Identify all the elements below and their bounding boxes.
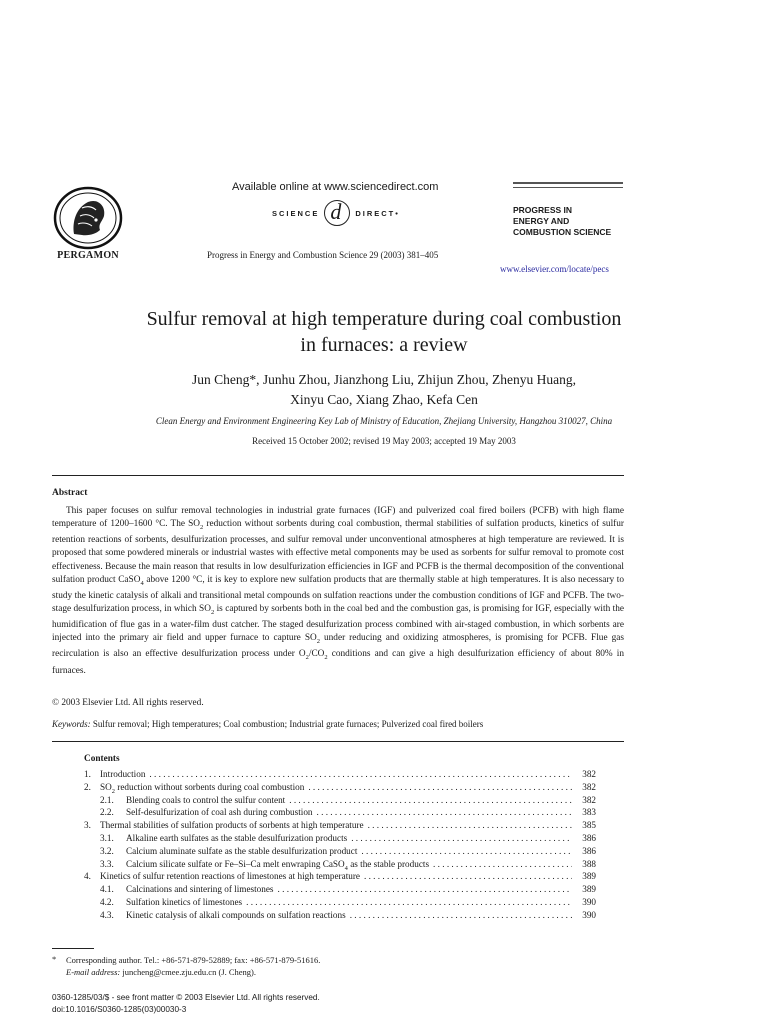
abstract-copyright: © 2003 Elsevier Ltd. All rights reserved. — [52, 698, 204, 708]
journal-title-line: ENERGY AND — [513, 216, 570, 226]
keywords-label: Keywords: — [52, 719, 91, 729]
email-label: E-mail address: — [66, 967, 121, 977]
journal-url-link[interactable]: www.elsevier.com/locate/pecs — [500, 264, 609, 274]
authors-line: Xinyu Cao, Xiang Zhao, Kefa Cen — [290, 392, 478, 407]
publisher-name: PERGAMON — [57, 250, 119, 261]
sciencedirect-logo — [272, 200, 400, 226]
toc-entry[interactable]: 3. Thermal stabilities of sulfation products of sorbents at high temperature . . . 385 — [84, 819, 596, 832]
table-of-contents — [84, 768, 596, 922]
article-title — [0, 306, 768, 358]
footnote — [52, 954, 321, 978]
affiliation: Clean Energy and Environment Engineering Key Lab of Ministry of Education, Zhejiang University, Hangzhou 310027, China — [155, 416, 613, 426]
article-title-line: in furnaces: a review — [300, 334, 468, 356]
journal-title-rules — [513, 182, 623, 191]
keywords-list: Sulfur removal; High temperatures; Coal combustion; Industrial grate furnaces; Pulverized coal fired boilers — [90, 719, 484, 729]
issn-line: 0360-1285/03/$ - see front matter © 2003 Elsevier Ltd. All rights reserved. — [52, 993, 320, 1002]
abstract-heading: Abstract — [52, 488, 88, 498]
toc-entry[interactable]: 3.2. Calcium aluminate sulfate as the stable desulfurization product . . . 386 — [84, 845, 596, 858]
footnote-email — [56, 966, 320, 978]
author-list — [0, 370, 768, 410]
toc-entry[interactable]: 3.3. Calcium silicate sulfate or Fe–Si–Ca melt enwraping CaSO$_4$ as the stable products . . . 388 — [84, 858, 596, 871]
received-dates: Received 15 October 2002; revised 19 May 2003; accepted 19 May 2003 — [252, 436, 516, 446]
top-divider — [52, 475, 624, 476]
journal-title-line: PROGRESS IN — [513, 205, 573, 215]
footnote-star: * — [52, 954, 57, 964]
journal-title-line: COMBUSTION SCIENCE — [513, 227, 612, 237]
authors-line: Jun Cheng*, Junhu Zhou, Jianzhong Liu, Zhijun Zhou, Zhenyu Huang, — [192, 372, 576, 387]
toc-entry[interactable]: 4.3. Kinetic catalysis of alkali compounds on sulfation reactions . . . 390 — [84, 909, 596, 922]
toc-entry[interactable]: 2. $SO_2$ reduction without sorbents during coal combustion . . . 382 — [84, 781, 596, 794]
toc-entry[interactable]: 4.1. Calcinations and sintering of limestones . . . 389 — [84, 883, 596, 896]
journal-title — [513, 205, 611, 238]
pergamon-head-icon — [52, 186, 124, 250]
front-matter-info — [52, 992, 320, 1016]
toc-entry[interactable]: 4.2. Sulfation kinetics of limestones . . . 390 — [84, 896, 596, 909]
sd-mark-letter: d — [330, 199, 342, 224]
toc-entry[interactable]: 3.1. Alkaline earth sulfates as the stable desulfurization products . . . 386 — [84, 832, 596, 845]
sd-bullet: • — [395, 208, 400, 218]
keywords — [52, 719, 483, 729]
abstract-text: This paper focuses on sulfur removal technologies in industrial grate furnaces (IGF) and pulverized coal fired boilers (PCFB) with high flame temperature of 1200–1600 °C. The $SO_2$ reduction without sorbents during coal combustion, thermal stabilities of sulfation products, kinetics of sulfur retention reactions of sorbents, desulfurization processes, and sulfur removal under unconventional atmospheres at high temperature are reviewed. It is proposed that some powdered minerals or industrial wastes with effective metal components may be used as sorbents for sulfur removal to promote cost effectiveness. Because the main reason that results in low desulfurization efficiencies in IGF and PCFB is the thermal decomposition of the conventional sulfation product CaSO$_4$ above 1200 °C, it is key to explore new sulfation products that are thermally stable at high temperatures. It is also necessary to study the kinetic catalysis of alkali and transitional metal compounds on sulfation reactions under the combustion conditions of IGF and PCFB. The two-stage desulfurization process, in which $SO_2$ is captured by sorbents both in the coal bed and the combustion gas, is promising for IGF, especially with the humidification of flue gas in a water-film dust catcher. The staged desulfurization process combined with air-staged combustion, in which sorbents are injected into the primary air field and upper furnace to capture $SO_2$ under reducing and oxidizing atmospheres, is promising for PCFB. Flue gas recirculation is also an effective desulfurization process under $O_2/CO_2$ conditions and can give a high desulfurization efficiency of about 80% in furnaces. — [52, 506, 625, 676]
toc-entry[interactable]: 2.1. Blending coals to control the sulfur content . . . 382 — [84, 794, 596, 807]
available-online-text: Available online at www.sciencedirect.com — [232, 181, 439, 193]
footnote-contact: Corresponding author. Tel.: +86-571-879-52889; fax: +86-571-879-51616. — [66, 955, 321, 965]
sd-mark-icon — [324, 200, 350, 226]
doi-line: doi:10.1016/S0360-1285(03)00030-3 — [52, 1005, 187, 1014]
contents-divider — [52, 741, 624, 742]
article-title-line: Sulfur removal at high temperature during coal combustion — [146, 308, 622, 330]
toc-entry[interactable]: 1. Introduction . . . 382 — [84, 768, 596, 781]
footnote-rule — [52, 948, 94, 949]
toc-entry[interactable]: 4. Kinetics of sulfur retention reactions of limestones at high temperature . . . 389 — [84, 870, 596, 883]
pergamon-logo — [52, 186, 124, 255]
contents-heading: Contents — [84, 754, 120, 764]
sd-right-text: DIRECT — [355, 208, 396, 218]
journal-citation: Progress in Energy and Combustion Science 29 (2003) 381–405 — [207, 250, 439, 260]
toc-entry[interactable]: 2.2. Self-desulfurization of coal ash during combustion . . . 383 — [84, 806, 596, 819]
sd-left-text: SCIENCE — [272, 208, 320, 218]
email-address[interactable]: juncheng@cmee.zju.edu.cn (J. Cheng). — [120, 967, 256, 977]
